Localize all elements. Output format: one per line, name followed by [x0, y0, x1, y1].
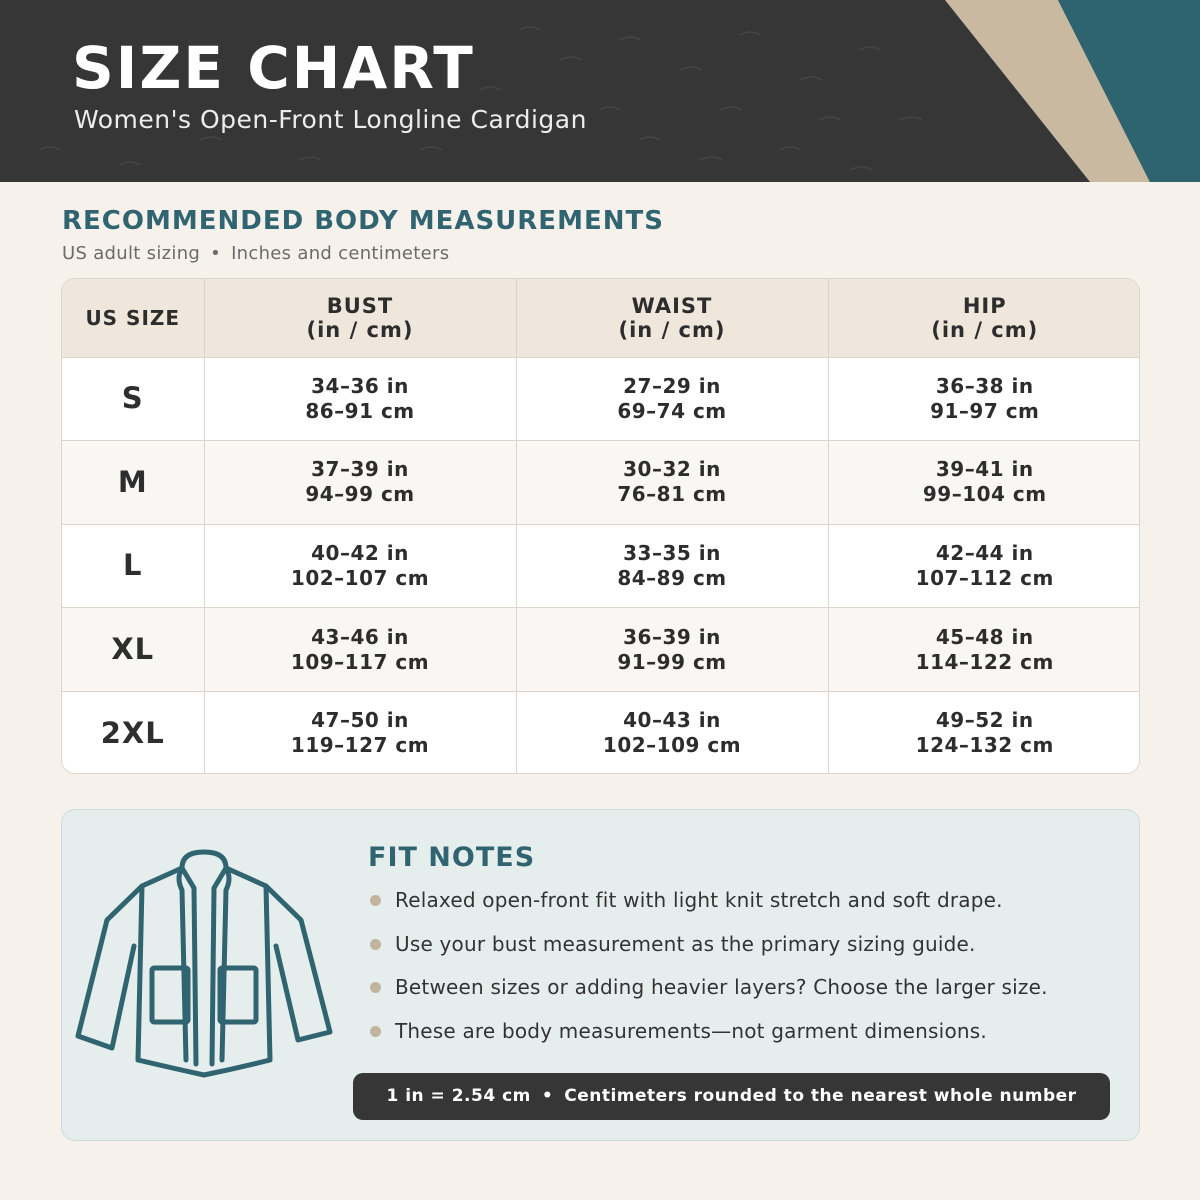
- size-cell: M: [62, 441, 204, 525]
- fit-notes-panel: [61, 809, 1140, 1141]
- list-item: Use your bust measurement as the primary sizing guide.: [368, 930, 1048, 974]
- list-item: Relaxed open-front fit with light knit stretch and soft drape.: [368, 886, 1048, 930]
- fit-notes-list: [368, 886, 1048, 1060]
- hip-cell: 36–38 in 91–97 cm: [828, 357, 1140, 441]
- size-cell: S: [62, 357, 204, 441]
- cardigan-icon: [72, 828, 342, 1078]
- separator-dot: •: [210, 243, 222, 264]
- waist-cell: 33–35 in 84–89 cm: [516, 524, 828, 608]
- section-subtitle: [62, 243, 449, 264]
- size-cell: L: [62, 524, 204, 608]
- waist-cell: 36–39 in 91–99 cm: [516, 608, 828, 692]
- conversion-formula: 1 in = 2.54 cm: [386, 1086, 531, 1106]
- section-title: RECOMMENDED BODY MEASUREMENTS: [62, 206, 664, 236]
- table-header-row: [62, 279, 1140, 357]
- size-cell: XL: [62, 608, 204, 692]
- bullet-icon: [370, 982, 381, 993]
- sizing-label: US adult sizing: [62, 243, 201, 264]
- table-row: [62, 524, 1140, 608]
- waist-cell: 30–32 in 76–81 cm: [516, 441, 828, 525]
- separator-dot: •: [541, 1086, 554, 1106]
- list-item: These are body measurements—not garment dimensions.: [368, 1017, 1048, 1061]
- size-table: [61, 278, 1140, 774]
- bust-cell: 40–42 in 102–107 cm: [204, 524, 516, 608]
- header-banner: [0, 0, 1200, 182]
- header-waist: WAIST (in / cm): [516, 279, 828, 357]
- fit-notes-title: FIT NOTES: [368, 842, 536, 873]
- bust-cell: 47–50 in 119–127 cm: [204, 691, 516, 774]
- header-bust: BUST (in / cm): [204, 279, 516, 357]
- units-label: Inches and centimeters: [231, 243, 450, 264]
- conversion-note: [353, 1073, 1110, 1120]
- list-item: Between sizes or adding heavier layers? Choose the larger size.: [368, 973, 1048, 1017]
- bullet-icon: [370, 1026, 381, 1037]
- bust-cell: 37–39 in 94–99 cm: [204, 441, 516, 525]
- table-row: [62, 441, 1140, 525]
- header-us-size: US SIZE: [62, 279, 204, 357]
- bullet-icon: [370, 939, 381, 950]
- size-cell: 2XL: [62, 691, 204, 774]
- waist-cell: 40–43 in 102–109 cm: [516, 691, 828, 774]
- waist-cell: 27–29 in 69–74 cm: [516, 357, 828, 441]
- table-row: [62, 357, 1140, 441]
- page-title: SIZE CHART: [72, 34, 475, 102]
- hip-cell: 45–48 in 114–122 cm: [828, 608, 1140, 692]
- product-subtitle: Women's Open-Front Longline Cardigan: [74, 105, 587, 134]
- bust-cell: 34–36 in 86–91 cm: [204, 357, 516, 441]
- hip-cell: 39–41 in 99–104 cm: [828, 441, 1140, 525]
- bullet-icon: [370, 895, 381, 906]
- hip-cell: 49–52 in 124–132 cm: [828, 691, 1140, 774]
- table-row: [62, 608, 1140, 692]
- table-row: [62, 691, 1140, 774]
- header-hip: HIP (in / cm): [931, 293, 1039, 342]
- rounding-note: Centimeters rounded to the nearest whole number: [564, 1086, 1077, 1106]
- hip-cell: 42–44 in 107–112 cm: [828, 524, 1140, 608]
- bust-cell: 43–46 in 109–117 cm: [204, 608, 516, 692]
